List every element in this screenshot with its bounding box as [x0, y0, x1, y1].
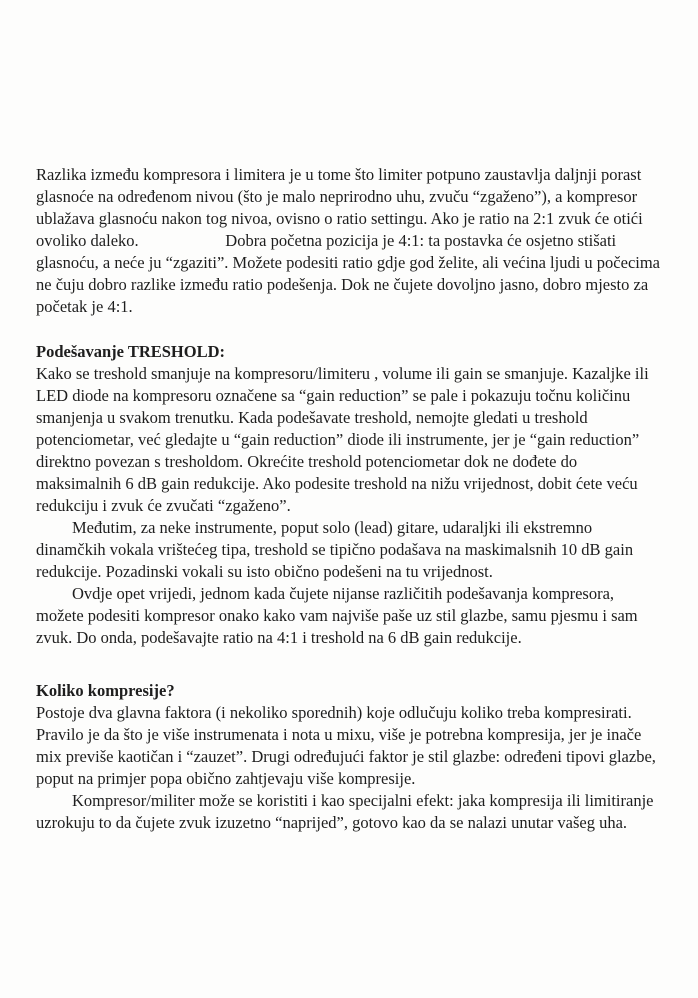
paragraph-kompresija-2: Kompresor/militer može se koristiti i kao specijalni efekt: jaka kompresija ili limitiranje uzrokuju to da čujete zvuk izuzetno “naprijed”, gotovo kao da se nalazi unutar vašeg uha. — [36, 791, 654, 832]
paragraph-treshold-1: Kako se treshold smanjuje na kompresoru/limiteru , volume ili gain se smanjuje. Kazaljke ili LED diode na kompresoru označene sa “gain reduction” se pale i pokazuju točnu količinu smanjenja u svakom trenutku. Kada podešavate treshold, nemojte gledati u treshold potenciometar, već gledajte u “gain reduction” diode ili instrumente, jer je “gain reduction” direktno povezan s tresholdom. Okrećite treshold potenciometar dok ne dođete do maksimalnih 6 dB gain redukcije. Ako podesite treshold na nižu vrijednost, dobit ćete veću redukciju i zvuk će zvučati “zgaženo”. — [36, 364, 649, 515]
paragraph-intro: Razlika između kompresora i limitera je u tome što limiter potpuno zaustavlja daljnji porast glasnoće na određenom nivou (što je malo neprirodno uhu, zvuču “zgaženo”), a kompresor ublažava glasnoću nakon tog nivoa, ovisno o ratio settingu. Ako je ratio na 2:1 zvuk će otići ovoliko daleko. Dobra početna pozicija je 4:1: ta postavka će osjetno stišati glasnoću, a neće ju “zgaziti”. Možete podesiti ratio gdje god želite, ali većina ljudi u počecima ne čuju dobro razlike između ratio podešenja. Dok ne čujete dovoljno jasno, dobro mjesto za početak je 4:1. — [36, 165, 661, 316]
section-heading-koliko-kompresije: Koliko kompresije? — [36, 681, 175, 700]
paragraph-treshold-3: Ovdje opet vrijedi, jednom kada čujete nijanse različitih podešavanja kompresora, možete podesiti kompresor onako kako vam najviše paše uz stil glazbe, samu pjesmu i sam zvuk. Do onda, podešavajte ratio na 4:1 i treshold na 6 dB gain redukcije. — [36, 584, 638, 647]
paragraph-treshold-2: Međutim, za neke instrumente, poput solo (lead) gitare, udaraljki ili ekstremno dinamčkih vokala vrištećeg tipa, treshold se tipično podašava na maskimalsnih 10 dB gain redukcije. Pozadinski vokali su isto obično podešeni na tu vrijednost. — [36, 518, 634, 581]
paragraph-kompresija-1: Postoje dva glavna faktora (i nekoliko sporednih) koje odlučuju koliko treba kompresirati. Pravilo je da što je više instrumenata i nota u mixu, više je potrebna kompresija, jer je inače mix previše kaotičan i “zauzet”. Drugi određujući faktor je stil glazbe: određeni tipovi glazbe, poput na primjer popa obično zahtjevaju više kompresije. — [36, 703, 656, 788]
section-heading-treshold: Podešavanje TRESHOLD: — [36, 342, 226, 361]
